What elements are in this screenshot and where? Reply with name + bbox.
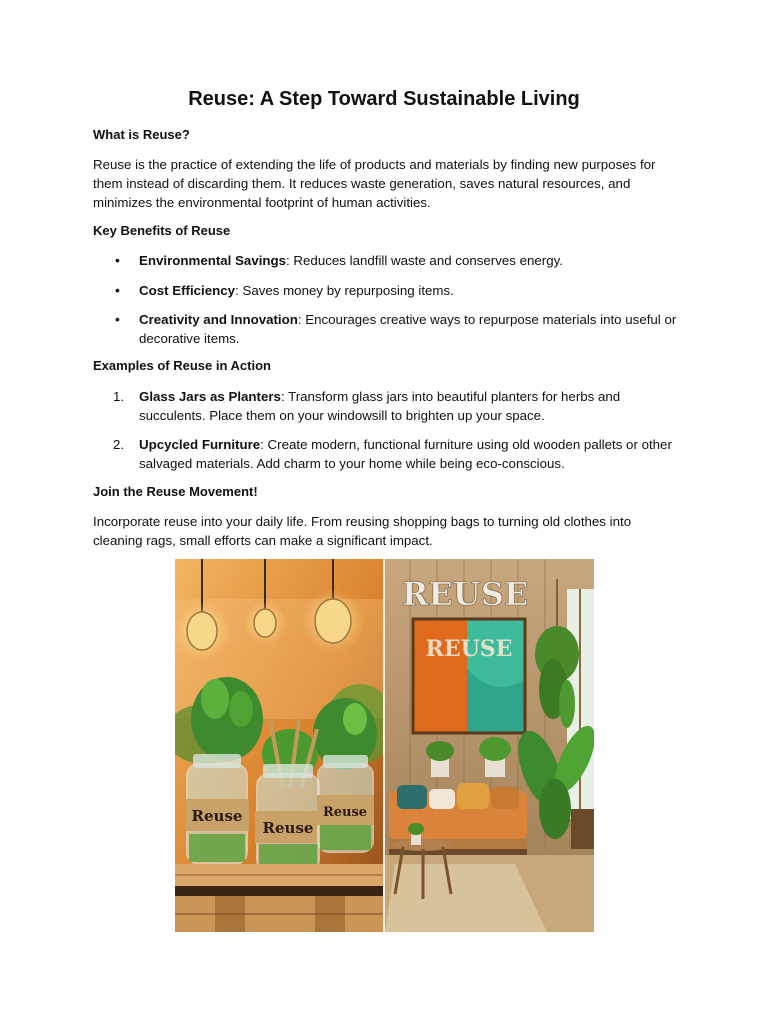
- wooden-pallet: [175, 864, 383, 932]
- list-item-text: : Transform glass jars into beautiful planters for herbs and succulents. Place them on your windowsill to brighten up your space.: [139, 389, 621, 423]
- canvas-artwork: [413, 619, 525, 733]
- glass-jar: [185, 754, 249, 864]
- list-item: [139, 387, 684, 425]
- list-item-term: Cost Efficiency: [139, 283, 236, 298]
- canvas-text: REUSE: [425, 636, 513, 662]
- jar-planters-scene: [175, 559, 395, 932]
- bullet-icon: •: [115, 311, 120, 327]
- list-item-term: Environmental Savings: [139, 253, 287, 268]
- paragraph-join: Incorporate reuse into your daily life. From reusing shopping bags to turning old clothes into cleaning rags, small efforts can make a significant impact.: [93, 514, 632, 548]
- wall-sign-text: REUSE: [401, 575, 529, 613]
- list-item-text: : Encourages creative ways to repurpose materials into useful or decorative items.: [139, 312, 677, 346]
- list-item-term: Glass Jars as Planters: [139, 389, 281, 404]
- list-item: [139, 281, 684, 300]
- reuse-illustration: [175, 559, 594, 932]
- list-item-text: : Create modern, functional furniture using old wooden pallets or other salvaged materials. Add charm to your home while being eco-conscious.: [139, 437, 672, 471]
- bullet-icon: •: [115, 282, 120, 298]
- list-item: [139, 435, 684, 473]
- jar-label: Reuse: [191, 807, 243, 825]
- glass-jar: [317, 755, 374, 852]
- paragraph-what-is-reuse: Reuse is the practice of extending the life of products and materials by finding new purposes for them instead of discarding them. It reduces waste generation, saves natural resources, and minimizes the environmental footprint of human activities.: [93, 157, 656, 210]
- list-item-text: : Reduces landfill waste and conserves energy.: [286, 253, 563, 268]
- list-item-term: Creativity and Innovation: [139, 312, 298, 327]
- list-item-text: : Saves money by repurposing items.: [235, 283, 454, 298]
- heading-key-benefits: Key Benefits of Reuse: [93, 223, 231, 238]
- list-number: 1.: [113, 389, 125, 404]
- jar-label: Reuse: [322, 805, 368, 820]
- list-item: [139, 310, 684, 348]
- list-item-term: Upcycled Furniture: [139, 437, 261, 452]
- bullet-icon: •: [115, 252, 120, 268]
- list-item: [139, 251, 684, 270]
- upcycled-room-scene: [385, 559, 594, 932]
- heading-join: Join the Reuse Movement!: [93, 484, 258, 499]
- heading-what-is-reuse: What is Reuse?: [93, 127, 190, 142]
- heading-examples: Examples of Reuse in Action: [93, 358, 271, 373]
- list-number: 2.: [113, 437, 125, 452]
- glass-jar: [255, 764, 321, 872]
- jar-label: Reuse: [262, 819, 314, 837]
- page-title: Reuse: A Step Toward Sustainable Living: [188, 88, 580, 110]
